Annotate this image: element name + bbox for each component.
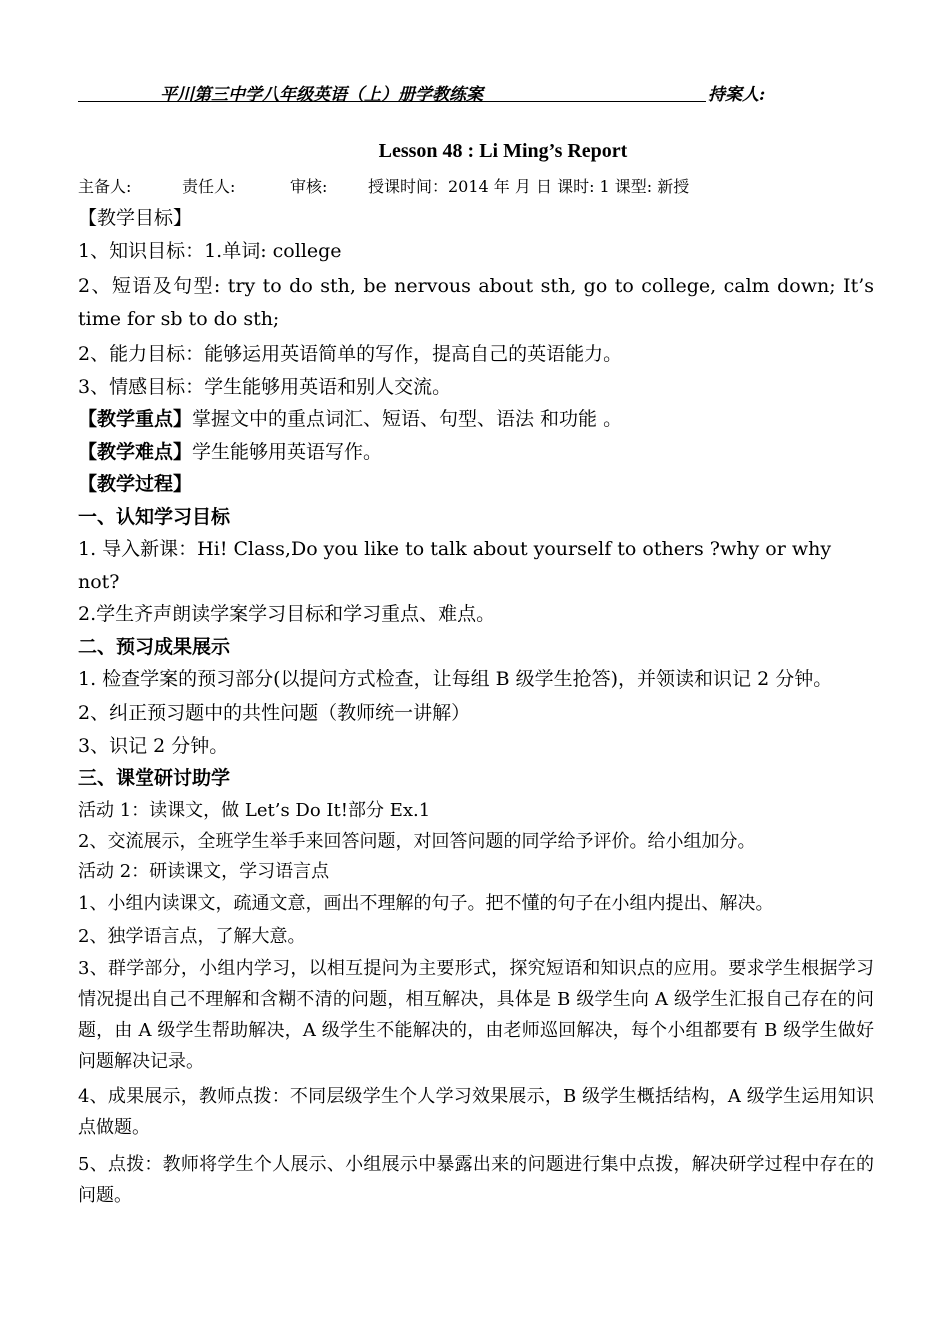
part2-heading: 二、预习成果展示: [78, 635, 231, 658]
meta-responsible: 责任人:: [182, 177, 236, 196]
objective-ability: 2、能力目标：能够运用英语简单的写作，提高自己的英语能力。: [78, 343, 623, 365]
objective-emotion: 3、情感目标：学生能够用英语和别人交流。: [78, 375, 452, 398]
difficult-points-label: 【教学难点】: [78, 440, 193, 463]
activity2-item1: 1、小组内读课文，疏通文意，画出不理解的句子。把不懂的句子在小组内提出、解决。: [78, 893, 774, 914]
activity1-item2: 2、交流展示，全班学生举手来回答问题，对回答问题的同学给予评价。给小组加分。: [78, 831, 756, 852]
part2-item2: 2、纠正预习题中的共性问题（教师统一讲解）: [78, 702, 471, 724]
meta-line: [78, 174, 689, 197]
objective-knowledge: 1、知识目标：1.单词: college: [78, 239, 342, 262]
meta-review: 审核:: [290, 177, 328, 196]
lesson-title: Lesson 48 : Li Ming’s Report: [378, 140, 628, 162]
key-points-text: 掌握文中的重点词汇、短语、句型、语法 和功能 。: [192, 408, 623, 430]
activity2-item2: 2、独学语言点，了解大意。: [78, 926, 306, 947]
activity2: 活动 2：研读课文，学习语言点: [78, 861, 330, 882]
process-heading: 【教学过程】: [78, 473, 193, 495]
meta-preparer: 主备人:: [78, 177, 132, 196]
header-holder: 持案人:: [708, 85, 766, 105]
document-body: [78, 202, 874, 1211]
activity1: 活动 1：读课文，做 Let’s Do It!部分 Ex.1: [78, 799, 431, 821]
objective-phrases: 2、短语及句型: try to do sth, be nervous about sth, go to college, calm down; It’s time for sb to do sth;: [78, 275, 874, 330]
meta-time: 授课时间：2014 年 月 日 课时: 1 课型: 新授: [368, 177, 690, 196]
objectives-heading: 【教学目标】: [78, 207, 193, 229]
activity2-item4: 4、成果展示，教师点拨：不同层级学生个人学习效果展示，B 级学生概括结构，A 级学生运用知识点做题。: [78, 1086, 874, 1138]
difficult-points: [78, 436, 874, 469]
header-title: 平川第三中学八年级英语（上）册学教练案: [160, 85, 483, 105]
difficult-points-text: 学生能够用英语写作。: [192, 440, 383, 463]
page-header: [78, 80, 768, 105]
key-points-label: 【教学重点】: [78, 408, 193, 430]
part3-heading: 三、课堂研讨助学: [78, 767, 231, 789]
part2-item3: 3、识记 2 分钟。: [78, 734, 229, 757]
activity2-item5: 5、点拨：教师将学生个人展示、小组展示中暴露出来的问题进行集中点拨，解决研学过程中存在的问题。: [78, 1154, 874, 1206]
part2-item1: 1. 检查学案的预习部分(以提问方式检查，让每组 B 级学生抢答)，并领读和识记 2 分钟。: [78, 668, 833, 690]
part1-heading: 一、认知学习目标: [78, 505, 231, 528]
part1-item2: 2.学生齐声朗读学案学习目标和学习重点、难点。: [78, 603, 496, 625]
activity2-item3: 3、群学部分，小组内学习，以相互提问为主要形式，探究短语和知识点的应用。要求学生根据学习情况提出自己不理解和含糊不清的问题，相互解决，具体是 B 级学生向 A 级学生汇报自己存在的问题，由 A 级学生帮助解决，A 级学生不能解决的，由老师巡回解决，每个小组都要有 B 级学生做好问题解决记录。: [78, 958, 874, 1072]
key-points: [78, 403, 874, 436]
part1-item1: 1. 导入新课：Hi! Class,Do you like to talk about yourself to others ?why or why not?: [78, 538, 832, 593]
